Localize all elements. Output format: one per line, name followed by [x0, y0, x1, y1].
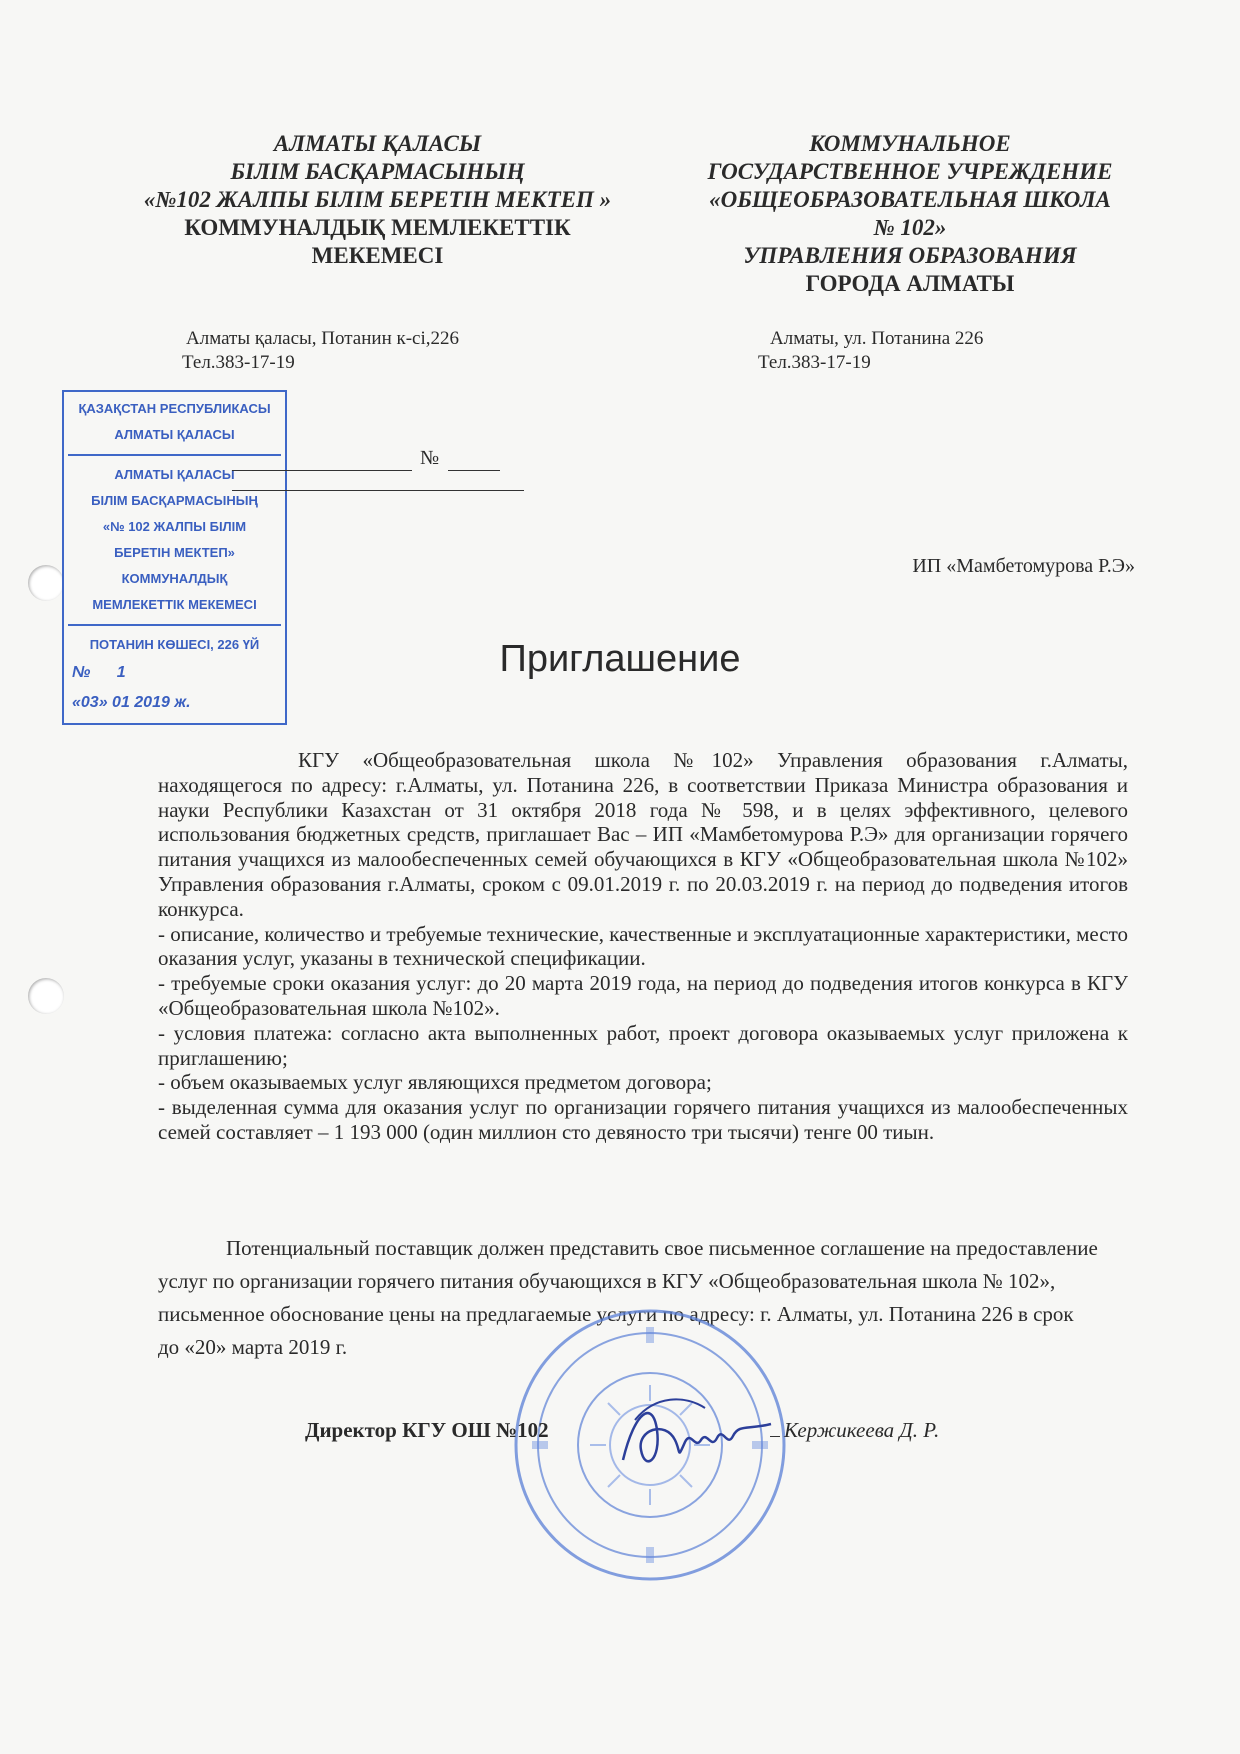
handwritten-signature	[615, 1390, 775, 1480]
body-paragraph: - объем оказываемых услуг являющихся предметом договора;	[158, 1070, 712, 1095]
body-paragraph: - условия платежа: согласно акта выполненных работ, проект договора оказываемых услуг приложена к приглашению;	[158, 1020, 1128, 1070]
body-paragraph: - требуемые сроки оказания услуг: до 20 марта 2019 года, на период до подведения итогов конкурса в КГУ «Общеобразовательная школа №102».	[158, 971, 1128, 1020]
header-right-address: Алматы, ул. Потанина 226	[770, 328, 984, 349]
stamp-line: КОММУНАЛДЫҚ	[121, 571, 228, 586]
recipient: ИП «Мамбетомурова Р.Э»	[912, 555, 1135, 577]
header-left	[140, 130, 615, 270]
stamp-divider	[68, 624, 281, 626]
outgoing-number-sign: №	[420, 447, 440, 469]
header-left-line: МЕКЕМЕСІ	[311, 243, 444, 268]
stamp-number-label: №	[72, 664, 91, 681]
punch-hole	[28, 565, 64, 601]
body-paragraph: - описание, количество и требуемые технические, качественные и эксплуатационные характеристики, место оказания услуг, указаны в технической спецификации.	[158, 921, 1128, 971]
header-left-line: КОММУНАЛДЫҚ МЕМЛЕКЕТТІК	[184, 215, 571, 240]
header-left-line: АЛМАТЫ ҚАЛАСЫ	[273, 131, 482, 156]
body-paragraph: КГУ «Общеобразовательная школа №102» Управления образования г.Алматы, находящегося по адресу: г.Алматы, ул. Потанина 226, в соответствии Приказа Министра образования и науки Республики Казахстан от 31 октября 2018 года № 598, и в целях эффективного, целевого использования бюджетных средств, приглашает Вас – ИП «Мамбетомурова Р.Э» для организации горячего питания учащихся из малообеспеченных семей обучающихся в КГУ «Общеобразовательная школа №102» Управления образования г.Алматы, сроком с 09.01.2019 г. по 20.03.2019 г. на период до подведения итогов конкурса.	[158, 748, 1128, 921]
outgoing-line	[232, 490, 524, 491]
header-right-line: «ОБЩЕОБРАЗОВАТЕЛЬНАЯ ШКОЛА	[709, 187, 1111, 212]
header-right	[680, 130, 1140, 298]
stamp-line: ҚАЗАҚСТАН РЕСПУБЛИКАСЫ	[78, 401, 271, 416]
stamp-line: БЕРЕТІН МЕКТЕП»	[114, 545, 235, 560]
stamp-line: «№ 102 ЖАЛПЫ БІЛІМ	[102, 519, 247, 534]
signature-name: Кержикеева Д. Р.	[784, 1418, 940, 1442]
stamp-divider	[68, 454, 281, 456]
stamp-line: АЛМАТЫ ҚАЛАСЫ	[114, 467, 235, 482]
stamp-number-value: 1	[116, 664, 126, 681]
header-right-line: КОММУНАЛЬНОЕ	[809, 131, 1011, 156]
outgoing-number-line	[448, 470, 500, 471]
outgoing-date-line	[232, 470, 412, 471]
header-left-line: «№102 ЖАЛПЫ БІЛІМ БЕРЕТІН МЕКТЕП »	[143, 187, 612, 212]
stamp-line: ПОТАНИН КӨШЕСІ, 226 ҮЙ	[89, 637, 260, 652]
stamp-date: «03» 01 2019 ж.	[72, 694, 191, 711]
header-left-address: Алматы қаласы, Потанин к-сі,226	[186, 328, 460, 349]
stamp-line: МЕМЛЕКЕТТІК МЕКЕМЕСІ	[92, 597, 257, 612]
header-right-phone: Тел.383-17-19	[758, 352, 871, 373]
header-right-line: ГОСУДАРСТВЕННОЕ УЧРЕЖДЕНИЕ	[707, 159, 1113, 184]
body-paragraph: - выделенная сумма для оказания услуг по организации горячего питания учащихся из малообеспеченных семей составляет – 1 193 000 (один миллион сто девяносто три тысячи) тенге 00 тиын.	[158, 1095, 1128, 1144]
punch-hole	[28, 978, 64, 1014]
signature-line	[770, 1436, 780, 1437]
header-left-phone: Тел.383-17-19	[182, 352, 295, 373]
header-left-line: БІЛІМ БАСҚАРМАСЫНЫҢ	[230, 159, 525, 184]
header-right-line: УПРАВЛЕНИЯ ОБРАЗОВАНИЯ	[743, 243, 1077, 268]
closing-text: Потенциальный поставщик должен представить свое письменное соглашение на предоставление услуг по организации горячего питания обучающихся в КГУ «Общеобразовательная школа № 102», письменное обоснование цены на предлагаемые услуги по адресу: г. Алматы, ул. Потанина 226 в срок до «20» марта 2019 г.	[158, 1236, 1098, 1359]
header-right-line: ГОРОДА АЛМАТЫ	[805, 271, 1015, 296]
header-right-line: № 102»	[873, 215, 947, 240]
stamp-line: АЛМАТЫ ҚАЛАСЫ	[114, 427, 235, 442]
document-body	[158, 748, 1128, 1145]
document-title: Приглашение	[499, 638, 741, 680]
signature-position: Директор КГУ ОШ №102	[305, 1418, 549, 1442]
stamp-line: БІЛІМ БАСҚАРМАСЫНЫҢ	[91, 493, 258, 508]
